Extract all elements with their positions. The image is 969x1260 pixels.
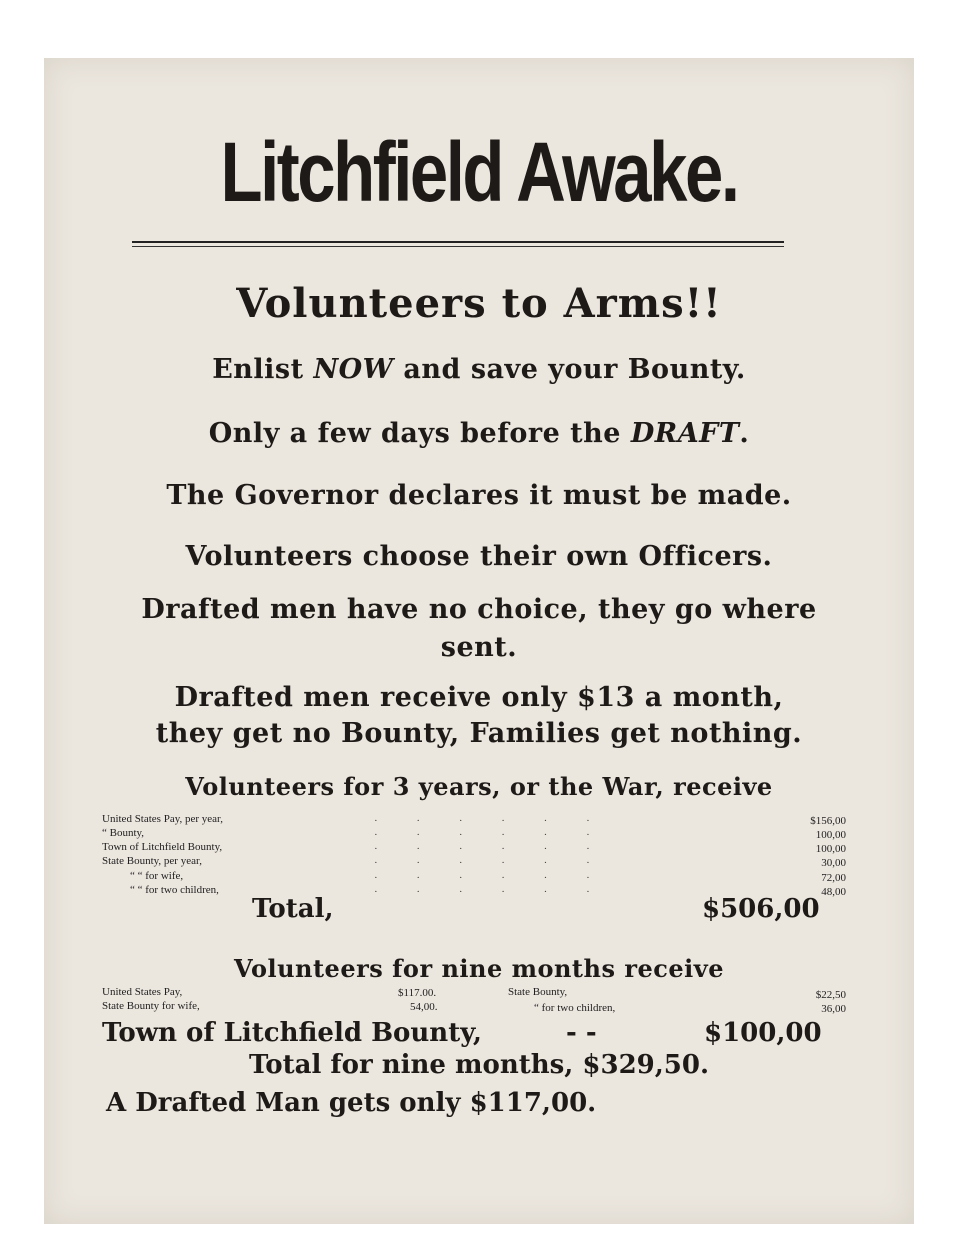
table-row-amount: $156,00 xyxy=(810,815,846,827)
table-row-amount: 100,00 xyxy=(815,829,846,841)
leader-dots: · · · · · · xyxy=(374,829,608,841)
footer-line: A Drafted Man gets only $117,00. xyxy=(106,1088,597,1118)
town-bounty-dashes: - - xyxy=(566,1018,597,1048)
enlist-line: Enlist NOW and save your Bounty. xyxy=(212,354,746,385)
table-row-label: Town of Litchfield Bounty, xyxy=(102,841,223,853)
three-year-total-amount: $506,00 xyxy=(702,894,820,924)
leader-dots: · · · · · · xyxy=(374,872,608,884)
nine-row-label: State Bounty, xyxy=(508,986,568,998)
title-rule-thin xyxy=(132,246,784,247)
leader-dots: · · · · · · xyxy=(374,886,608,898)
leader-dots: · · · · · · xyxy=(374,843,608,855)
poster-title: Litchfield Awake. xyxy=(220,125,738,219)
town-bounty-amount: $100,00 xyxy=(704,1018,822,1048)
officers-line: Volunteers choose their own Officers. xyxy=(185,541,773,572)
draft-line: Only a few days before the DRAFT. xyxy=(208,418,750,449)
table-row-amount: 72,00 xyxy=(821,872,846,884)
nine-row-label: “ for two children, xyxy=(534,1002,616,1014)
nine-row-amount: 54,00. xyxy=(410,1001,438,1013)
table-row-label: State Bounty, per year, xyxy=(102,855,202,867)
table-row-label: “ “ for wife, xyxy=(130,870,184,882)
nine-row-amount: 36,00 xyxy=(821,1003,846,1015)
nine-month-heading: Volunteers for nine months receive xyxy=(234,954,724,983)
broadside-poster xyxy=(44,58,914,1224)
headline: Volunteers to Arms!! xyxy=(236,280,722,327)
governor-line: The Governor declares it must be made. xyxy=(166,480,792,511)
drafted-choice-line-1: Drafted men have no choice, they go where xyxy=(141,594,817,625)
table-row-amount: 48,00 xyxy=(821,886,846,898)
title-rule xyxy=(132,241,784,243)
drafted-choice-line-2: sent. xyxy=(440,632,518,663)
table-row-label: “ Bounty, xyxy=(102,827,145,839)
nine-row-label: United States Pay, xyxy=(102,986,183,998)
table-row-label: “ “ for two children, xyxy=(130,884,219,896)
three-year-heading: Volunteers for 3 years, or the War, receive xyxy=(185,772,773,801)
leader-dots: · · · · · · xyxy=(374,857,608,869)
town-bounty-label: Town of Litchfield Bounty, xyxy=(102,1018,482,1048)
nine-row-amount: $22,50 xyxy=(815,989,846,1001)
nine-month-total: Total for nine months, $329,50. xyxy=(248,1050,710,1080)
nine-row-amount: $117.00. xyxy=(398,987,437,999)
table-row-label: United States Pay, per year, xyxy=(102,813,224,825)
table-row-amount: 30,00 xyxy=(821,857,846,869)
nine-row-label: State Bounty for wife, xyxy=(102,1000,200,1012)
leader-dots: · · · · · · xyxy=(374,815,608,827)
three-year-total-label: Total, xyxy=(252,894,334,924)
table-row-amount: 100,00 xyxy=(815,843,846,855)
drafted-pay-line-1: Drafted men receive only $13 a month, xyxy=(174,682,784,713)
drafted-pay-line-2: they get no Bounty, Families get nothing. xyxy=(155,718,803,749)
